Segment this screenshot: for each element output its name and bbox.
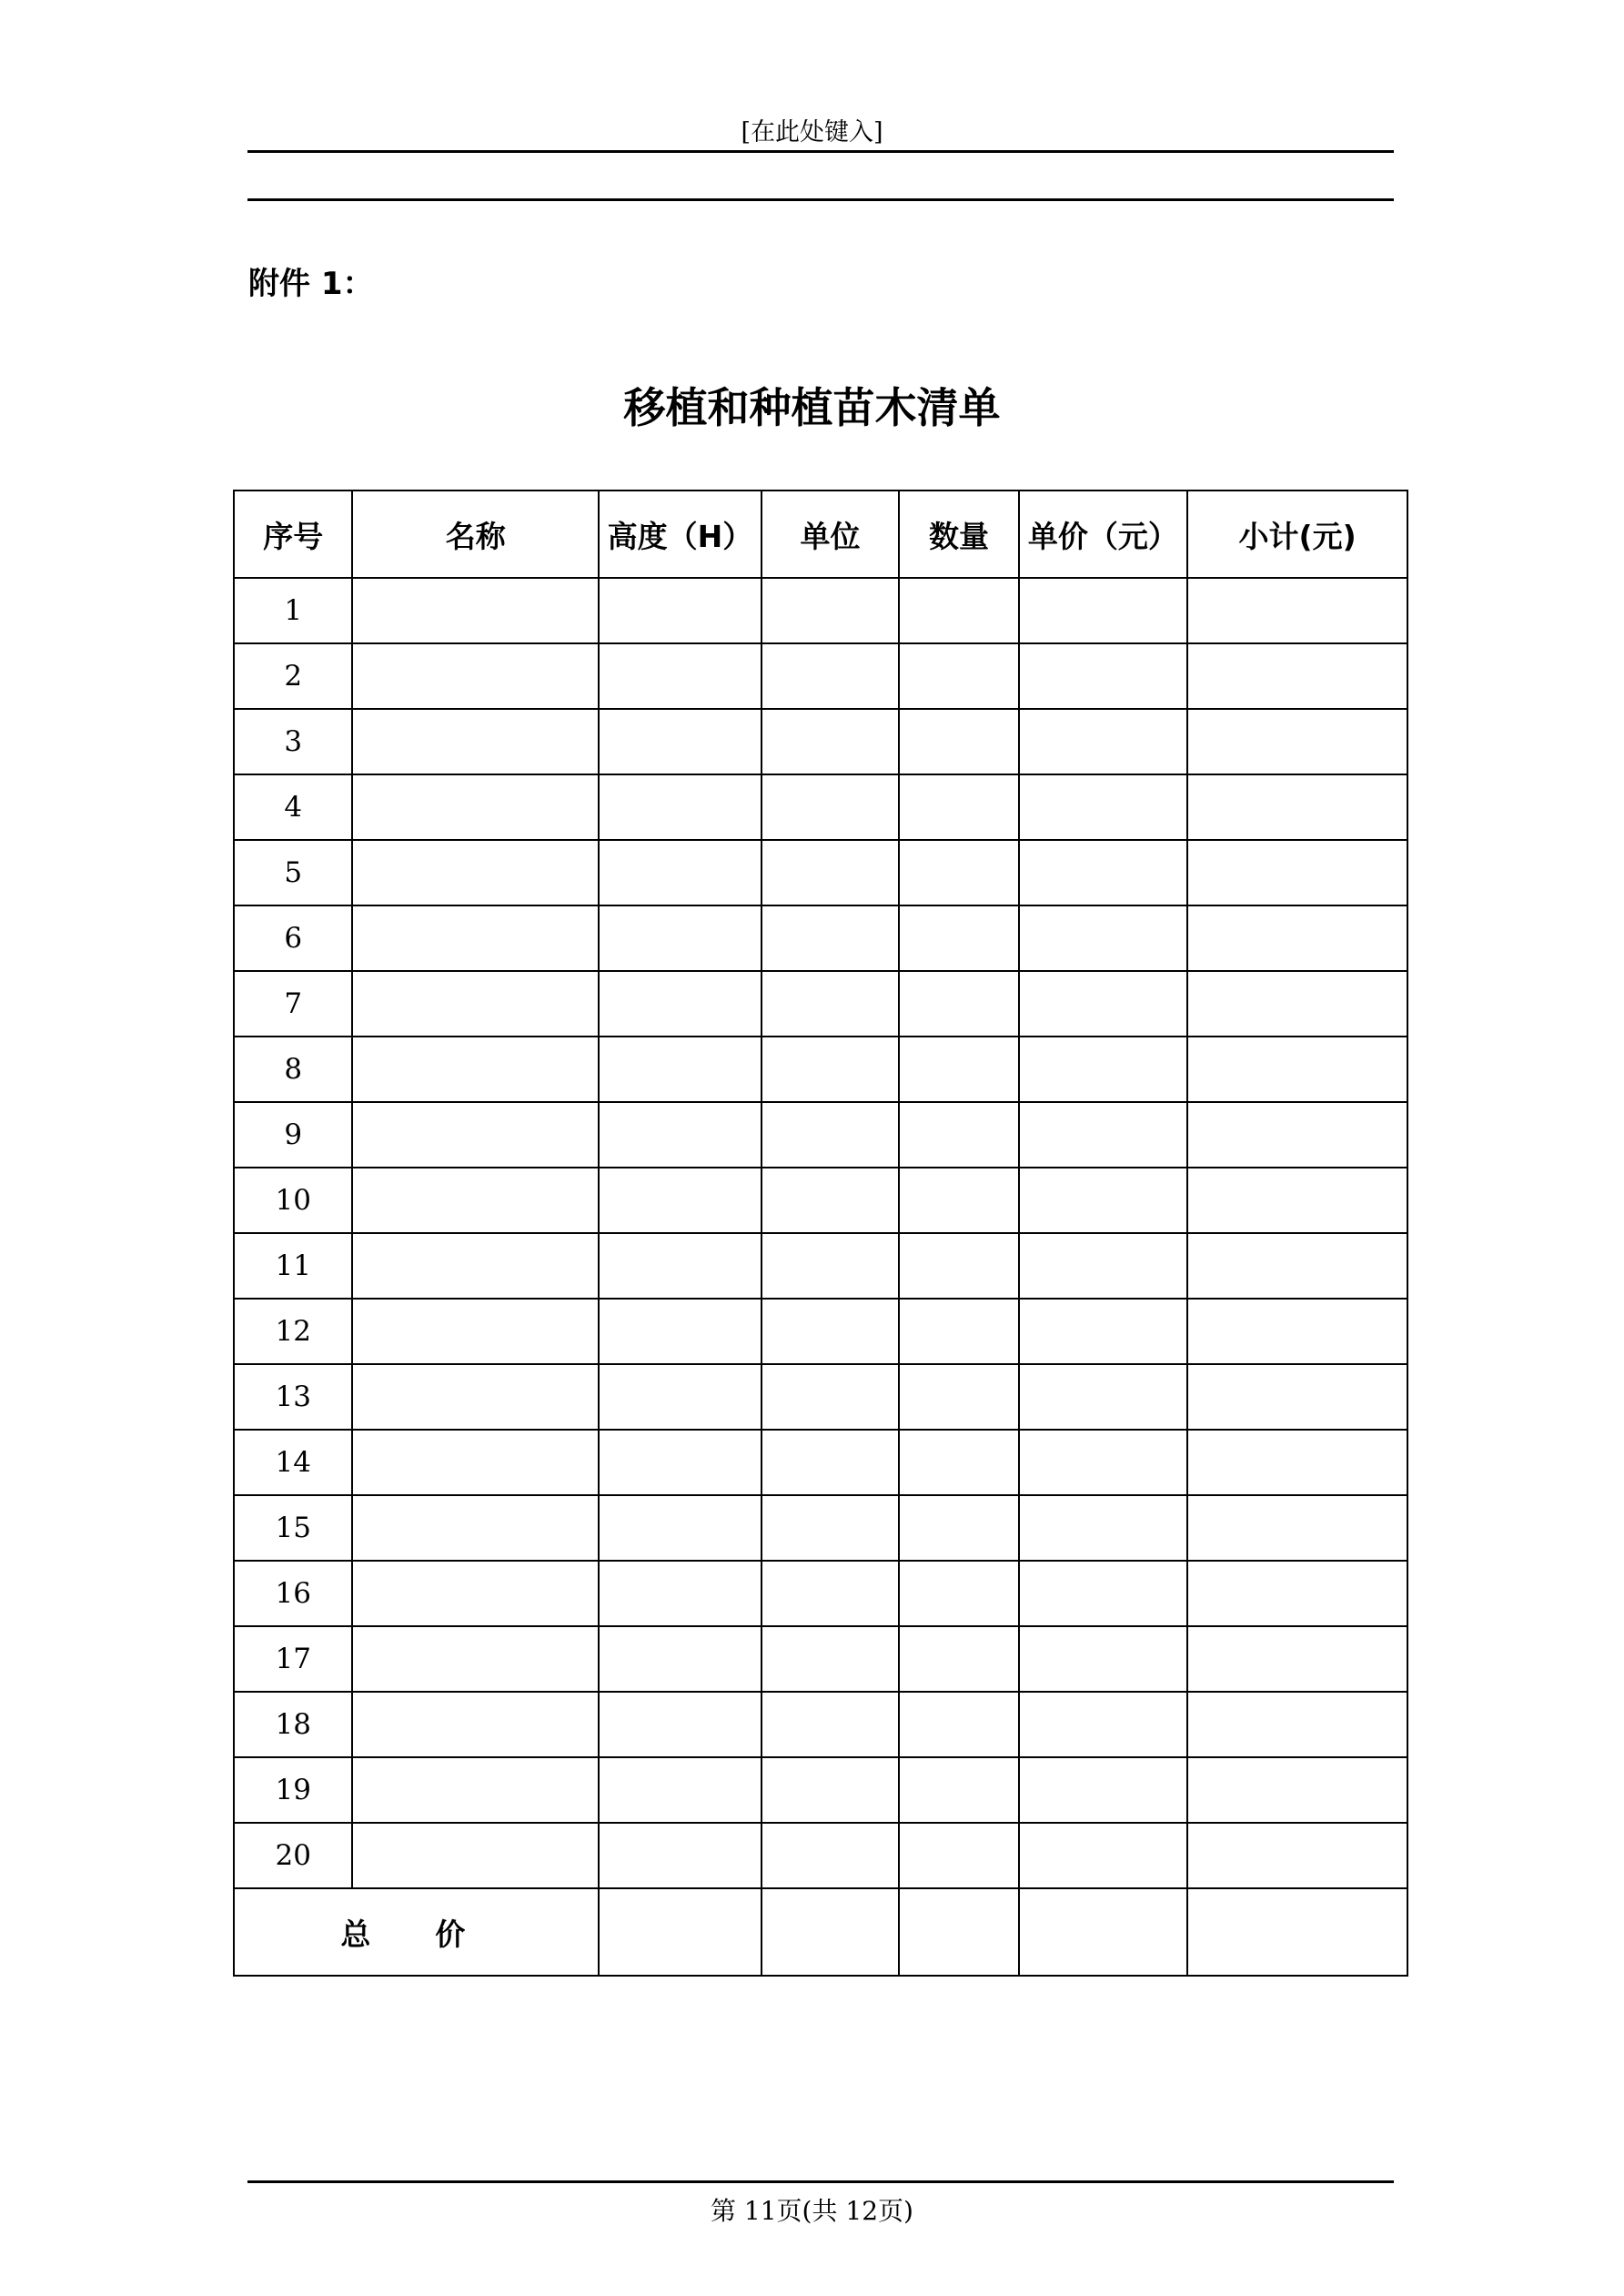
row-cell-unit-price: [1019, 1495, 1188, 1561]
table-row: [234, 1102, 1407, 1168]
row-cell-height: [599, 1495, 762, 1561]
row-cell-subtotal: [1187, 1168, 1407, 1233]
row-cell-subtotal: [1187, 1299, 1407, 1364]
row-cell-unit: [762, 1102, 899, 1168]
row-cell-unit: [762, 1168, 899, 1233]
document-title: 移植和种植苗木清单: [623, 383, 1001, 432]
row-serial-number: 15: [234, 1495, 352, 1561]
row-serial-number: 9: [234, 1102, 352, 1168]
row-serial-number: 20: [234, 1823, 352, 1888]
row-cell-quantity: [899, 1495, 1018, 1561]
table-row: [234, 578, 1407, 643]
table-row: [234, 774, 1407, 840]
row-serial-number: 16: [234, 1561, 352, 1626]
table-row: [234, 1168, 1407, 1233]
row-cell-unit: [762, 578, 899, 643]
row-cell-unit-price: [1019, 840, 1188, 905]
row-serial-number: 18: [234, 1692, 352, 1757]
row-cell-name: [352, 971, 599, 1037]
row-cell-quantity: [899, 1561, 1018, 1626]
column-header-subtotal: 小计(元): [1187, 491, 1407, 578]
table-row: [234, 1364, 1407, 1430]
row-cell-unit: [762, 1299, 899, 1364]
row-cell-unit: [762, 774, 899, 840]
table-row: [234, 1430, 1407, 1495]
row-cell-height: [599, 1299, 762, 1364]
row-cell-unit: [762, 1430, 899, 1495]
table-row: [234, 1561, 1407, 1626]
row-cell-height: [599, 1037, 762, 1102]
row-serial-number: 19: [234, 1757, 352, 1823]
table-row: [234, 1626, 1407, 1692]
row-serial-number: 17: [234, 1626, 352, 1692]
row-cell-subtotal: [1187, 709, 1407, 774]
row-cell-height: [599, 1430, 762, 1495]
row-cell-unit: [762, 709, 899, 774]
table-row: [234, 1823, 1407, 1888]
row-cell-unit: [762, 1495, 899, 1561]
row-cell-quantity: [899, 1168, 1018, 1233]
row-cell-quantity: [899, 774, 1018, 840]
row-cell-subtotal: [1187, 774, 1407, 840]
row-cell-unit: [762, 1364, 899, 1430]
row-serial-number: 2: [234, 643, 352, 709]
row-cell-height: [599, 1102, 762, 1168]
row-cell-subtotal: [1187, 1823, 1407, 1888]
row-cell-name: [352, 1495, 599, 1561]
row-cell-quantity: [899, 840, 1018, 905]
row-cell-unit: [762, 1692, 899, 1757]
row-cell-subtotal: [1187, 1037, 1407, 1102]
row-cell-quantity: [899, 971, 1018, 1037]
row-serial-number: 1: [234, 578, 352, 643]
row-cell-quantity: [899, 1233, 1018, 1299]
row-cell-name: [352, 643, 599, 709]
row-cell-subtotal: [1187, 905, 1407, 971]
total-cell-height: [599, 1888, 762, 1976]
table-row: [234, 1037, 1407, 1102]
row-cell-height: [599, 709, 762, 774]
total-cell-unit: [762, 1888, 899, 1976]
row-cell-quantity: [899, 1037, 1018, 1102]
row-cell-subtotal: [1187, 840, 1407, 905]
row-cell-unit: [762, 1037, 899, 1102]
row-cell-unit: [762, 1823, 899, 1888]
footer-rule: [247, 2180, 1394, 2183]
row-cell-quantity: [899, 1757, 1018, 1823]
row-cell-height: [599, 643, 762, 709]
row-cell-unit-price: [1019, 1102, 1188, 1168]
row-serial-number: 5: [234, 840, 352, 905]
row-cell-name: [352, 1102, 599, 1168]
row-cell-height: [599, 905, 762, 971]
row-cell-quantity: [899, 905, 1018, 971]
row-cell-height: [599, 1692, 762, 1757]
row-cell-subtotal: [1187, 1233, 1407, 1299]
table-header-row: [234, 491, 1407, 578]
row-cell-name: [352, 905, 599, 971]
row-cell-quantity: [899, 1430, 1018, 1495]
total-row: [234, 1888, 1407, 1976]
row-cell-unit-price: [1019, 1692, 1188, 1757]
row-cell-name: [352, 774, 599, 840]
row-cell-height: [599, 1233, 762, 1299]
row-serial-number: 6: [234, 905, 352, 971]
row-cell-unit: [762, 971, 899, 1037]
row-serial-number: 11: [234, 1233, 352, 1299]
row-cell-quantity: [899, 1364, 1018, 1430]
row-cell-unit-price: [1019, 643, 1188, 709]
row-cell-subtotal: [1187, 1102, 1407, 1168]
row-cell-unit-price: [1019, 1168, 1188, 1233]
row-cell-quantity: [899, 1823, 1018, 1888]
row-cell-height: [599, 1364, 762, 1430]
row-cell-height: [599, 1561, 762, 1626]
row-cell-name: [352, 1037, 599, 1102]
row-cell-quantity: [899, 709, 1018, 774]
row-cell-subtotal: [1187, 1757, 1407, 1823]
total-label: 总 价: [340, 1916, 492, 1952]
row-serial-number: 3: [234, 709, 352, 774]
total-label-cell: [234, 1888, 599, 1976]
row-cell-height: [599, 971, 762, 1037]
table-row: [234, 1692, 1407, 1757]
row-cell-height: [599, 1823, 762, 1888]
row-cell-unit-price: [1019, 774, 1188, 840]
row-cell-unit-price: [1019, 709, 1188, 774]
row-cell-height: [599, 578, 762, 643]
row-cell-subtotal: [1187, 1430, 1407, 1495]
row-cell-quantity: [899, 643, 1018, 709]
row-serial-number: 8: [234, 1037, 352, 1102]
row-cell-quantity: [899, 1692, 1018, 1757]
header-rule-lower: [247, 198, 1394, 201]
column-header-height: 高度（H）: [599, 491, 762, 578]
column-header-quantity: 数量: [899, 491, 1018, 578]
row-cell-subtotal: [1187, 1692, 1407, 1757]
row-cell-height: [599, 1626, 762, 1692]
row-cell-unit-price: [1019, 971, 1188, 1037]
column-header-unit: 单位: [762, 491, 899, 578]
row-cell-quantity: [899, 1102, 1018, 1168]
row-cell-unit-price: [1019, 1037, 1188, 1102]
row-cell-quantity: [899, 1626, 1018, 1692]
row-cell-unit-price: [1019, 1430, 1188, 1495]
attachment-label: 附件 1：: [248, 266, 374, 302]
row-cell-unit-price: [1019, 905, 1188, 971]
row-cell-subtotal: [1187, 971, 1407, 1037]
row-cell-name: [352, 840, 599, 905]
row-cell-subtotal: [1187, 1495, 1407, 1561]
row-cell-subtotal: [1187, 1364, 1407, 1430]
page-footer: 第 11页(共 12页): [711, 2196, 913, 2226]
page-header: [在此处键入]: [741, 118, 883, 147]
total-cell-subtotal: [1187, 1888, 1407, 1976]
total-cell-quantity: [899, 1888, 1018, 1976]
row-cell-name: [352, 1823, 599, 1888]
row-cell-name: [352, 1757, 599, 1823]
row-serial-number: 14: [234, 1430, 352, 1495]
row-cell-unit-price: [1019, 578, 1188, 643]
row-cell-subtotal: [1187, 1561, 1407, 1626]
row-serial-number: 13: [234, 1364, 352, 1430]
row-cell-name: [352, 1364, 599, 1430]
table-row: [234, 1233, 1407, 1299]
row-cell-unit: [762, 905, 899, 971]
row-cell-unit: [762, 1233, 899, 1299]
row-cell-unit-price: [1019, 1299, 1188, 1364]
row-cell-unit: [762, 1561, 899, 1626]
row-serial-number: 7: [234, 971, 352, 1037]
row-cell-height: [599, 1168, 762, 1233]
row-serial-number: 4: [234, 774, 352, 840]
row-cell-subtotal: [1187, 643, 1407, 709]
row-cell-name: [352, 1561, 599, 1626]
table-row: [234, 1757, 1407, 1823]
row-cell-unit-price: [1019, 1233, 1188, 1299]
row-cell-subtotal: [1187, 578, 1407, 643]
row-cell-name: [352, 1626, 599, 1692]
column-header-unit-price: 单价（元）: [1019, 491, 1188, 578]
row-cell-unit-price: [1019, 1757, 1188, 1823]
row-cell-height: [599, 840, 762, 905]
row-cell-name: [352, 1299, 599, 1364]
column-header-serial: 序号: [234, 491, 352, 578]
table-row: [234, 971, 1407, 1037]
row-cell-name: [352, 709, 599, 774]
row-cell-subtotal: [1187, 1626, 1407, 1692]
table-row: [234, 905, 1407, 971]
row-cell-name: [352, 1233, 599, 1299]
row-cell-unit: [762, 1757, 899, 1823]
seedling-inventory-table: [233, 490, 1408, 1977]
row-cell-height: [599, 774, 762, 840]
table-row: [234, 709, 1407, 774]
row-cell-name: [352, 1430, 599, 1495]
row-cell-name: [352, 1692, 599, 1757]
row-cell-height: [599, 1757, 762, 1823]
row-cell-unit-price: [1019, 1626, 1188, 1692]
row-serial-number: 10: [234, 1168, 352, 1233]
total-cell-unit-price: [1019, 1888, 1188, 1976]
table-row: [234, 643, 1407, 709]
row-cell-name: [352, 578, 599, 643]
row-cell-name: [352, 1168, 599, 1233]
row-cell-unit-price: [1019, 1561, 1188, 1626]
row-cell-unit-price: [1019, 1823, 1188, 1888]
table-row: [234, 1299, 1407, 1364]
row-serial-number: 12: [234, 1299, 352, 1364]
table-row: [234, 1495, 1407, 1561]
table-row: [234, 840, 1407, 905]
row-cell-unit: [762, 643, 899, 709]
row-cell-unit: [762, 1626, 899, 1692]
row-cell-unit-price: [1019, 1364, 1188, 1430]
row-cell-quantity: [899, 1299, 1018, 1364]
header-rule: [247, 150, 1394, 153]
column-header-name: 名称: [352, 491, 599, 578]
row-cell-quantity: [899, 578, 1018, 643]
row-cell-unit: [762, 840, 899, 905]
